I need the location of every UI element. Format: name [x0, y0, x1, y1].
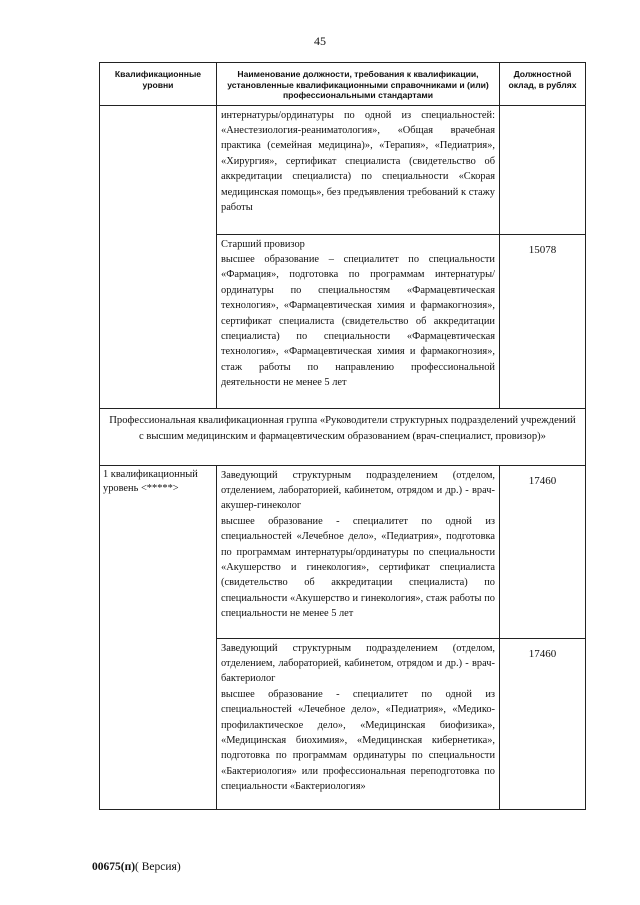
level-cell-empty	[100, 105, 217, 408]
header-positions: Наименование должности, требования к квалификации, установленные квалификационными справочниками и (или) профессиональными стандартами	[217, 63, 500, 106]
position-cell: Заведующий структурным подразделением (отделом, отделением, лабораторией, кабинетом, отрядом и др.) - врач-акушер-гинеколог высшее образование - специалитет по одной из специальностей «Лечебное дело», «Педиатрия», подготовка по программам интернатуры/ординатуры по специальности «Акушерство и гинекология», сертификат специалиста (свидетельство об аккредитации специалиста) по специальности «Акушерство и гинекология», стаж работы по специальности не менее 5 лет	[217, 465, 500, 638]
level-cell: 1 квалификационный уровень <*****>	[100, 465, 217, 809]
salary-cell: 15078	[500, 234, 586, 408]
position-cell: интернатуры/ординатуры по одной из специальностей: «Анестезиология-реаниматология», «Общая врачебная практика (семейная медицина)», «Терапия», «Педиатрия», «Хирургия», сертификат специалиста (свидетельство об аккредитации специалиста) по специальности «Скорая медицинская помощь», без предъявления требований к стажу работы	[217, 105, 500, 234]
table-row	[100, 105, 586, 234]
group-row	[100, 408, 586, 465]
group-title-cell: Профессиональная квалификационная группа «Руководители структурных подразделений учреждений с высшим медицинским и фармацевтическим образованием (врач-специалист, провизор)»	[100, 408, 586, 465]
document-footer	[92, 861, 181, 873]
position-cell: Старший провизор высшее образование – специалитет по специальности «Фармация», подготовка по программам интернатуры/ординатуры по специальностям «Фармацевтическая технология», «Фармацевтическая химия и фармакогнозия», сертификат специалиста (свидетельство об аккредитации специалиста) по специальности «Фармацевтическая технология», «Фармацевтическая химия и фармакогнозия», стаж работы по направлению профессиональной деятельности не менее 5 лет	[217, 234, 500, 408]
salary-cell: 17460	[500, 638, 586, 809]
qualification-table	[99, 62, 586, 810]
page-number: 45	[314, 34, 326, 48]
table-header-row	[100, 63, 586, 106]
header-levels: Квалификационные уровни	[100, 63, 217, 106]
header-salary: Должностной оклад, в рублях	[500, 63, 586, 106]
document-code: 00675(п)	[92, 861, 136, 873]
table-row	[100, 465, 586, 638]
document-version: ( Версия)	[135, 861, 181, 873]
position-cell: Заведующий структурным подразделением (отделом, отделением, лабораторией, кабинетом, отрядом и др.) - врач-бактериолог высшее образование - специалитет по одной из специальностей «Лечебное дело», «Педиатрия», «Медико-профилактическое дело», «Медицинская биофизика», «Медицинская биохимия», «Медицинская кибернетика», подготовка по программам ординатуры по специальности «Бактериология» или профессиональная переподготовка по специальности «Бактериология»	[217, 638, 500, 809]
salary-cell	[500, 105, 586, 234]
salary-cell: 17460	[500, 465, 586, 638]
